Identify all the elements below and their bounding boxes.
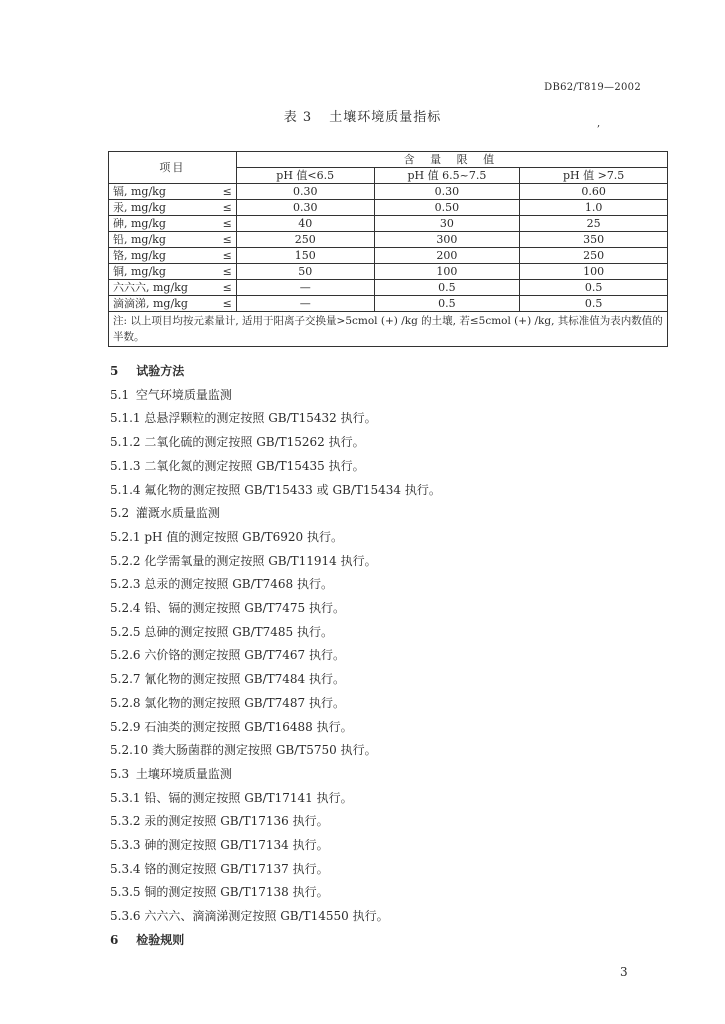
- table-number: 表 3: [283, 110, 313, 125]
- row-item-operator: ≤: [222, 265, 232, 278]
- row-value-2: 100: [374, 264, 520, 280]
- row-value-2: 0.5: [374, 296, 520, 312]
- section-line: [110, 623, 333, 640]
- row-item-label: 镉, mg/kg: [113, 185, 166, 198]
- row-item-label: 铅, mg/kg: [113, 233, 166, 246]
- section-text: 土壤环境质量监测: [135, 767, 232, 781]
- section-text: 铅、镉的测定按照 GB/T7475 执行。: [144, 601, 345, 615]
- table-title: [0, 106, 725, 125]
- section-text: 粪大肠菌群的测定按照 GB/T5750 执行。: [152, 743, 377, 757]
- row-item-operator: ≤: [222, 233, 232, 246]
- row-value-2: 300: [374, 232, 520, 248]
- section-line: [110, 575, 333, 592]
- section-line: [110, 433, 365, 450]
- section-number: 5.1.3: [110, 459, 141, 473]
- row-item: [109, 184, 237, 200]
- section-heading: [110, 931, 184, 948]
- table-row: [109, 296, 668, 312]
- section-text: 二氧化氮的测定按照 GB/T15435 执行。: [144, 459, 365, 473]
- page-number: 3: [620, 965, 628, 979]
- row-item-label: 六六六, mg/kg: [113, 281, 188, 294]
- section-line: [110, 765, 232, 782]
- row-value-3: 1.0: [520, 200, 668, 216]
- row-value-3: 100: [520, 264, 668, 280]
- section-number: 5.2.8: [110, 696, 141, 710]
- row-value-3: 25: [520, 216, 668, 232]
- section-text: 化学需氧量的测定按照 GB/T11914 执行。: [144, 554, 377, 568]
- row-value-1: —: [236, 280, 374, 296]
- row-value-1: 50: [236, 264, 374, 280]
- row-item-label: 砷, mg/kg: [113, 217, 166, 230]
- row-value-3: 0.60: [520, 184, 668, 200]
- section-text: 氯化物的测定按照 GB/T7487 执行。: [144, 696, 345, 710]
- section-number: 5.2.10: [110, 743, 149, 757]
- section-text: 检验规则: [136, 933, 185, 947]
- section-text: 铬的测定按照 GB/T17137 执行。: [144, 862, 329, 876]
- table-header-row: [109, 152, 668, 168]
- section-line: [110, 457, 365, 474]
- section-number: 5.2.9: [110, 720, 141, 734]
- header-col-3: pH 值 >7.5: [520, 168, 668, 184]
- row-value-3: 0.5: [520, 280, 668, 296]
- row-item: [109, 264, 237, 280]
- section-text: 总砷的测定按照 GB/T7485 执行。: [144, 625, 333, 639]
- table-note: 注: 以上项目均按元素量计, 适用于阳离子交换量>5cmol (+) /kg 的土壤, 若≤5cmol (+) /kg, 其标准值为表内数值的半数。: [109, 312, 668, 347]
- section-number: 5.3.1: [110, 791, 141, 805]
- row-item: [109, 296, 237, 312]
- section-line: [110, 907, 389, 924]
- section-line: [110, 789, 353, 806]
- section-text: 二氧化硫的测定按照 GB/T15262 执行。: [144, 435, 365, 449]
- section-text: 空气环境质量监测: [135, 388, 232, 402]
- section-text: 汞的测定按照 GB/T17136 执行。: [144, 814, 329, 828]
- header-item: 项目: [109, 152, 237, 184]
- row-value-1: 0.30: [236, 184, 374, 200]
- section-number: 5.2.3: [110, 577, 141, 591]
- section-number: 5.1.1: [110, 411, 141, 425]
- section-number: 5.2.2: [110, 554, 141, 568]
- row-item: [109, 200, 237, 216]
- header-col-1: pH 值<6.5: [236, 168, 374, 184]
- section-text: 砷的测定按照 GB/T17134 执行。: [144, 838, 329, 852]
- table-row: [109, 248, 668, 264]
- section-number: 5.2.5: [110, 625, 141, 639]
- section-number: 5.1.2: [110, 435, 141, 449]
- section-number: 5.3.6: [110, 909, 141, 923]
- section-number: 5.3.5: [110, 885, 141, 899]
- section-text: 总汞的测定按照 GB/T7468 执行。: [144, 577, 333, 591]
- header-limit: 含 量 限 值: [236, 152, 667, 168]
- table-caption: 土壤环境质量指标: [329, 110, 442, 125]
- row-item-label: 铬, mg/kg: [113, 249, 166, 262]
- table-row: [109, 264, 668, 280]
- section-line: [110, 599, 345, 616]
- section-number: 5.3.3: [110, 838, 141, 852]
- section-number: 5.2: [110, 506, 130, 520]
- section-line: [110, 528, 343, 545]
- section-text: 石油类的测定按照 GB/T16488 执行。: [144, 720, 353, 734]
- row-item-operator: ≤: [222, 185, 232, 198]
- table-row: [109, 200, 668, 216]
- section-number: 5: [110, 364, 119, 378]
- row-item: [109, 232, 237, 248]
- section-text: 铅、镉的测定按照 GB/T17141 执行。: [144, 791, 353, 805]
- table-row: [109, 280, 668, 296]
- row-item-label: 滴滴涕, mg/kg: [113, 297, 188, 310]
- soil-quality-table: [108, 151, 668, 347]
- row-value-3: 250: [520, 248, 668, 264]
- section-text: 氟化物的测定按照 GB/T15433 或 GB/T15434 执行。: [144, 483, 441, 497]
- row-item-operator: ≤: [222, 281, 232, 294]
- section-number: 6: [110, 933, 119, 947]
- header-col-2: pH 值 6.5~7.5: [374, 168, 520, 184]
- section-line: [110, 812, 329, 829]
- section-number: 5.1.4: [110, 483, 141, 497]
- document-code: DB62/T819—2002: [544, 82, 641, 93]
- table-row: [109, 216, 668, 232]
- row-item-operator: ≤: [222, 297, 232, 310]
- row-value-1: —: [236, 296, 374, 312]
- section-line: [110, 836, 329, 853]
- section-text: 六六六、滴滴涕测定按照 GB/T14550 执行。: [144, 909, 389, 923]
- section-text: 铜的测定按照 GB/T17138 执行。: [144, 885, 329, 899]
- row-value-3: 350: [520, 232, 668, 248]
- row-value-1: 0.30: [236, 200, 374, 216]
- section-line: [110, 504, 220, 521]
- section-heading: [110, 362, 184, 379]
- section-number: 5.2.7: [110, 672, 141, 686]
- row-item-operator: ≤: [222, 249, 232, 262]
- row-value-1: 150: [236, 248, 374, 264]
- row-value-3: 0.5: [520, 296, 668, 312]
- table-note-row: [109, 312, 668, 347]
- table-row: [109, 232, 668, 248]
- row-value-2: 200: [374, 248, 520, 264]
- table-row: [109, 184, 668, 200]
- row-item: [109, 280, 237, 296]
- section-number: 5.3.4: [110, 862, 141, 876]
- section-line: [110, 741, 377, 758]
- section-line: [110, 481, 441, 498]
- row-item: [109, 216, 237, 232]
- section-text: 灌溉水质量监测: [135, 506, 220, 520]
- section-number: 5.1: [110, 388, 130, 402]
- row-value-2: 30: [374, 216, 520, 232]
- section-text: 氰化物的测定按照 GB/T7484 执行。: [144, 672, 345, 686]
- row-value-2: 0.5: [374, 280, 520, 296]
- section-number: 5.3: [110, 767, 130, 781]
- row-item: [109, 248, 237, 264]
- row-item-operator: ≤: [222, 217, 232, 230]
- row-value-1: 250: [236, 232, 374, 248]
- section-number: 5.2.4: [110, 601, 141, 615]
- row-item-label: 铜, mg/kg: [113, 265, 166, 278]
- section-line: [110, 646, 345, 663]
- section-line: [110, 409, 377, 426]
- section-line: [110, 718, 353, 735]
- section-line: [110, 552, 377, 569]
- section-text: 六价铬的测定按照 GB/T7467 执行。: [144, 648, 345, 662]
- row-value-1: 40: [236, 216, 374, 232]
- section-number: 5.2.1: [110, 530, 141, 544]
- section-text: 总悬浮颗粒的测定按照 GB/T15432 执行。: [144, 411, 377, 425]
- section-line: [110, 883, 329, 900]
- section-number: 5.2.6: [110, 648, 141, 662]
- row-item-label: 汞, mg/kg: [113, 201, 166, 214]
- row-value-2: 0.50: [374, 200, 520, 216]
- section-text: 试验方法: [136, 364, 185, 378]
- section-text: pH 值的测定按照 GB/T6920 执行。: [144, 530, 343, 544]
- row-item-operator: ≤: [222, 201, 232, 214]
- section-line: [110, 860, 329, 877]
- section-line: [110, 670, 345, 687]
- section-line: [110, 386, 232, 403]
- row-value-2: 0.30: [374, 184, 520, 200]
- scan-mark: ,: [597, 118, 601, 129]
- section-number: 5.3.2: [110, 814, 141, 828]
- section-line: [110, 694, 345, 711]
